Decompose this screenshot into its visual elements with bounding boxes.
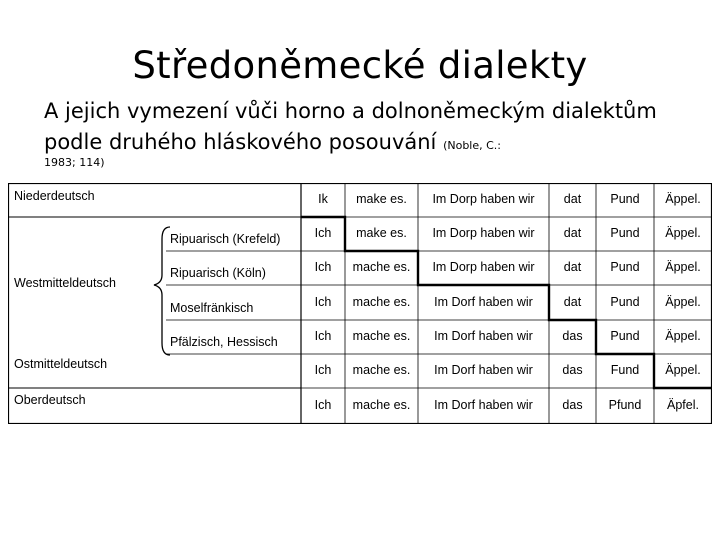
table-cell: Ich (314, 398, 332, 412)
group-label: Oberdeutsch (14, 393, 86, 407)
table-cell: Pfund (608, 398, 642, 412)
table-cell: Äppel. (665, 260, 701, 274)
table-cell: Ich (314, 329, 332, 343)
table-cell: Ich (314, 260, 332, 274)
table-cell: mache es. (352, 329, 411, 343)
table-cell: Ich (314, 363, 332, 377)
table-cell: Pund (610, 294, 640, 309)
table-cell: Äppel. (665, 363, 701, 377)
group-label: Niederdeutsch (14, 189, 95, 203)
citation-part2: 1983; 114) (44, 156, 105, 169)
table-cell: Pund (610, 329, 640, 343)
table-cell: make es. (356, 226, 407, 240)
table-cell: Ik (318, 192, 328, 206)
table-cell: dat (563, 226, 582, 240)
table-cell: Fund (610, 363, 640, 377)
citation-part1: (Noble, C.: (443, 139, 502, 152)
table-cell: Pund (610, 192, 640, 206)
table-cell: Pund (610, 260, 640, 274)
table-cell: das (562, 398, 583, 412)
table-cell: dat (563, 192, 582, 206)
group-label: Ostmitteldeutsch (14, 357, 108, 371)
table-cell: Im Dorp haben wir (432, 192, 535, 206)
slide-subtitle (44, 96, 714, 161)
table-cell: mache es. (352, 363, 411, 377)
table-cell: mache es. (352, 260, 411, 274)
table-cell: Ich (314, 294, 332, 309)
subdialect-label: Ripuarisch (Krefeld) (170, 232, 281, 246)
table-cell: make es. (356, 192, 407, 206)
table-cell: Im Dorf haben wir (434, 294, 533, 309)
table-cell: Äpfel. (667, 398, 699, 412)
table-cell: mache es. (352, 398, 411, 412)
table-cell: Im Dorf haben wir (434, 329, 533, 343)
table-cell: Im Dorf haben wir (434, 398, 533, 412)
table-cell: Im Dorp haben wir (432, 226, 535, 240)
table-cell: das (562, 329, 583, 343)
table-cell: Im Dorf haben wir (434, 363, 533, 377)
table-cell: Äppel. (665, 192, 701, 206)
table-cell: mache es. (352, 294, 411, 309)
table-cell: dat (563, 260, 582, 274)
subdialect-label: Pfälzisch, Hessisch (170, 335, 278, 349)
table-cell: Äppel. (665, 329, 701, 343)
slide-title: Středoněmecké dialekty (132, 44, 588, 87)
table-cell: das (562, 363, 583, 377)
table-cell: Pund (610, 226, 640, 240)
table-cell: dat (563, 294, 582, 309)
table-cell: Äppel. (665, 294, 701, 309)
subdialect-label: Ripuarisch (Köln) (170, 266, 266, 280)
table-cell: Äppel. (665, 226, 701, 240)
subdialect-label: Moselfränkisch (170, 301, 254, 315)
group-label: Westmitteldeutsch (14, 276, 116, 290)
table-cell: Ich (314, 226, 332, 240)
table-cell: Im Dorp haben wir (432, 260, 535, 274)
subtitle-text: A jejich vymezení vůči horno a dolnoněmeckým dialektům podle druhého hláskového posouvání (44, 99, 657, 154)
dialect-table (8, 183, 712, 424)
